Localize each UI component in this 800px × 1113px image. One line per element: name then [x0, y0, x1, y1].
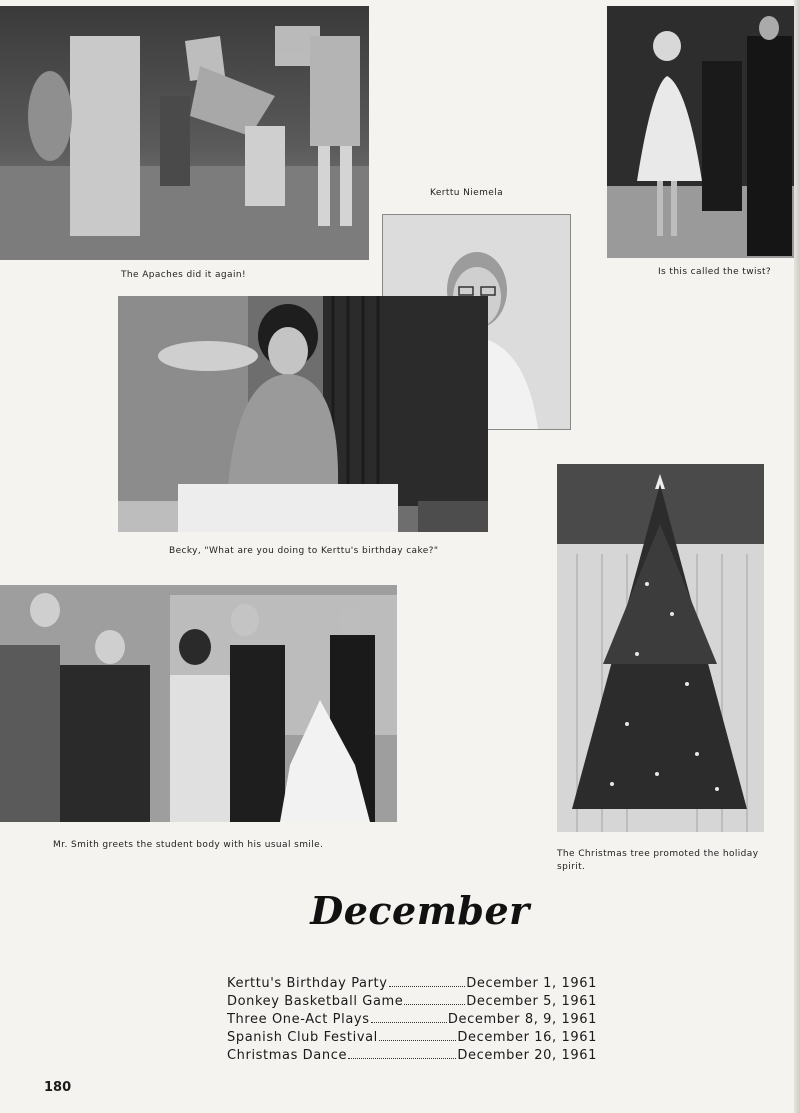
dot-leader [379, 1030, 456, 1041]
event-list [227, 976, 597, 1066]
event-name: Spanish Club Festival [227, 1030, 378, 1045]
caption-apaches: The Apaches did it again! [121, 270, 246, 280]
caption-becky-cake: Becky, "What are you doing to Kerttu's birthday cake?" [169, 546, 439, 556]
event-row [227, 1012, 597, 1030]
event-name: Christmas Dance [227, 1048, 348, 1063]
page-number: 180 [44, 1080, 72, 1095]
photo-christmas-tree [557, 464, 764, 832]
event-row [227, 994, 597, 1012]
event-name: Donkey Basketball Game [227, 994, 404, 1009]
photo-becky-cake [118, 296, 488, 532]
page-edge-shadow [794, 0, 800, 1113]
event-date: December 8, 9, 1961 [447, 1012, 597, 1027]
event-row [227, 1048, 597, 1066]
caption-kerttu-portrait: Kerttu Niemela [430, 188, 504, 198]
event-date: December 1, 1961 [466, 976, 597, 991]
caption-mr-smith: Mr. Smith greets the student body with his usual smile. [53, 840, 324, 850]
photo-mr-smith [0, 585, 397, 822]
dot-leader [404, 994, 465, 1005]
event-name: Three One-Act Plays [227, 1012, 370, 1027]
event-date: December 5, 1961 [466, 994, 597, 1009]
dot-leader [348, 1048, 456, 1059]
photo-apaches [0, 6, 369, 260]
dot-leader [371, 1012, 447, 1023]
event-date: December 20, 1961 [457, 1048, 597, 1063]
dot-leader [389, 976, 466, 987]
event-row [227, 1030, 597, 1048]
photo-twist [607, 6, 800, 258]
caption-christmas-tree: The Christmas tree promoted the holiday spirit. [557, 849, 759, 872]
caption-twist: Is this called the twist? [658, 267, 772, 277]
event-name: Kerttu's Birthday Party [227, 976, 388, 991]
event-date: December 16, 1961 [457, 1030, 597, 1045]
month-title: December [310, 888, 530, 933]
event-row [227, 976, 597, 994]
